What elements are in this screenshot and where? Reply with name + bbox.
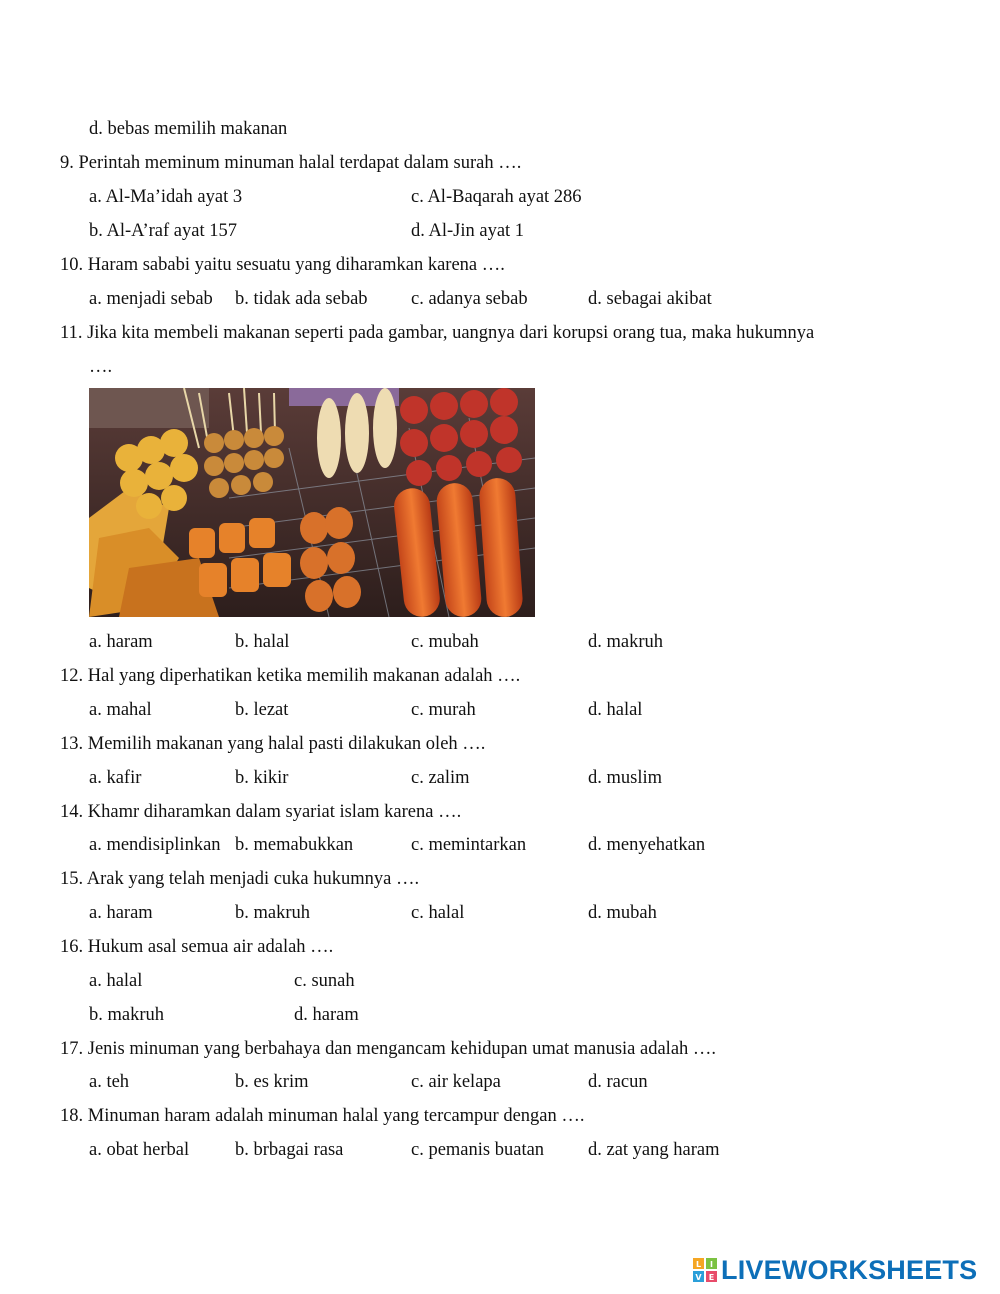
question-14: 14. Khamr diharamkan dalam syariat islam karena …. [60,802,462,822]
q16-option-b: b. makruh [89,1005,165,1025]
q13-option-a: a. kafir [89,768,142,788]
q10-option-d: d. sebagai akibat [588,289,712,309]
q14-option-a: a. mendisiplinkan [89,835,221,855]
q18-option-c: c. pemanis buatan [411,1140,545,1160]
q11-option-d: d. makruh [588,632,664,652]
question-15: 15. Arak yang telah menjadi cuka hukumnya …. [60,869,420,889]
question-11-continuation: …. [89,357,113,377]
svg-text:I: I [710,1260,713,1269]
q12-option-b: b. lezat [235,700,289,720]
q9-option-c: c. Al-Baqarah ayat 286 [411,187,582,207]
q10-option-b: b. tidak ada sebab [235,289,368,309]
question-9: 9. Perintah meminum minuman halal terdapat dalam surah …. [60,153,522,173]
q15-option-c: c. halal [411,903,465,923]
svg-text:E: E [708,1273,715,1282]
q13-option-d: d. muslim [588,768,663,788]
liveworksheets-logo [693,1254,977,1286]
q9-option-d: d. Al-Jin ayat 1 [411,221,525,241]
q18-option-d: d. zat yang haram [588,1140,720,1160]
q10-option-c: c. adanya sebab [411,289,528,309]
q10-option-a: a. menjadi sebab [89,289,213,309]
q9-option-a: a. Al-Ma’idah ayat 3 [89,187,243,207]
q9-option-b: b. Al-A’raf ayat 157 [89,221,237,241]
q14-option-c: c. memintarkan [411,835,527,855]
q17-option-b: b. es krim [235,1072,309,1092]
q17-option-a: a. teh [89,1072,130,1092]
question-18: 18. Minuman haram adalah minuman halal yang tercampur dengan …. [60,1106,585,1126]
q16-option-d: d. haram [294,1005,359,1025]
q18-option-b: b. brbagai rasa [235,1140,344,1160]
q13-option-c: c. zalim [411,768,470,788]
option-d-q8: d. bebas memilih makanan [89,119,288,139]
q13-option-b: b. kikir [235,768,289,788]
liveworksheets-logo-icon [693,1258,717,1282]
q16-option-a: a. halal [89,971,143,991]
q12-option-d: d. halal [588,700,643,720]
q14-option-d: d. menyehatkan [588,835,706,855]
svg-text:L: L [695,1260,702,1269]
q15-option-a: a. haram [89,903,153,923]
question-16: 16. Hukum asal semua air adalah …. [60,937,334,957]
q11-option-a: a. haram [89,632,153,652]
q11-option-c: c. mubah [411,632,479,652]
q16-option-c: c. sunah [294,971,355,991]
q18-option-a: a. obat herbal [89,1140,190,1160]
liveworksheets-wordmark: LIVEWORKSHEETS [721,1255,978,1285]
question-17: 17. Jenis minuman yang berbahaya dan mengancam kehidupan umat manusia adalah …. [60,1039,717,1059]
food-skewers-photo [89,388,535,617]
question-10: 10. Haram sababi yaitu sesuatu yang diharamkan karena …. [60,255,505,275]
q12-option-a: a. mahal [89,700,152,720]
question-13: 13. Memilih makanan yang halal pasti dilakukan oleh …. [60,734,486,754]
q14-option-b: b. memabukkan [235,835,354,855]
q11-option-b: b. halal [235,632,290,652]
q15-option-d: d. mubah [588,903,657,923]
question-11: 11. Jika kita membeli makanan seperti pada gambar, uangnya dari korupsi orang tua, maka hukumnya [60,323,815,343]
svg-text:V: V [695,1273,702,1282]
q17-option-d: d. racun [588,1072,648,1092]
q15-option-b: b. makruh [235,903,311,923]
question-12: 12. Hal yang diperhatikan ketika memilih makanan adalah …. [60,666,521,686]
q17-option-c: c. air kelapa [411,1072,501,1092]
q12-option-c: c. murah [411,700,476,720]
